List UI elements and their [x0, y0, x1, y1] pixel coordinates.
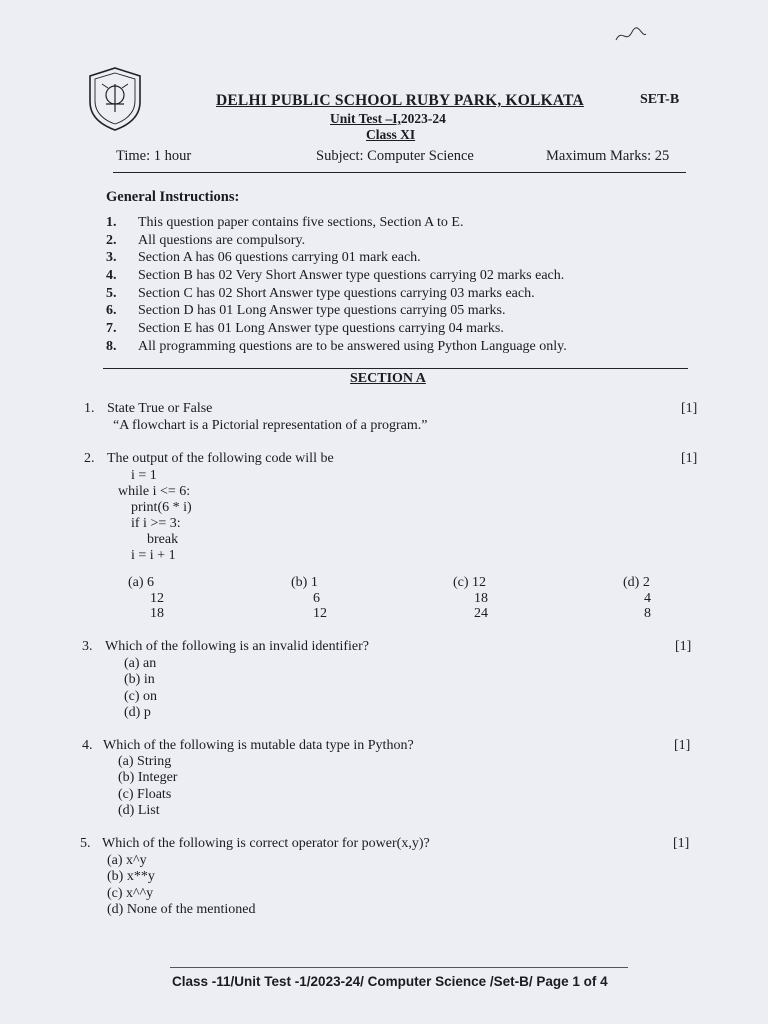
page-footer: Class -11/Unit Test -1/2023-24/ Computer Science /Set-B/ Page 1 of 4: [172, 974, 608, 989]
subject-label: Subject: Computer Science: [316, 148, 474, 164]
q2-option-c-value: 18: [474, 591, 488, 606]
instructions-title: General Instructions:: [106, 189, 240, 205]
code-line: i = i + 1: [131, 548, 176, 563]
q3-text: Which of the following is an invalid identifier?: [105, 639, 369, 654]
instruction-item: 4. Section B has 02 Very Short Answer type questions carrying 02 marks each.: [106, 268, 565, 284]
class-label: Class XI: [366, 127, 416, 142]
q1-number: 1.: [84, 401, 95, 416]
code-line: while i <= 6:: [118, 484, 191, 499]
instruction-item: 7. Section E has 01 Long Answer type questions carrying 04 marks.: [106, 321, 504, 337]
footer-divider: [170, 967, 628, 968]
instruction-item: 5. Section C has 02 Short Answer type questions carrying 03 marks each.: [106, 285, 535, 301]
code-line: i = 1: [131, 468, 157, 483]
q2-option-b-value: 6: [313, 591, 320, 606]
q2-number: 2.: [84, 451, 95, 466]
q2-option-b: (b) 1: [291, 575, 318, 590]
q2-option-a: (a) 6: [128, 575, 155, 590]
school-logo-icon: [86, 66, 144, 132]
q3-number: 3.: [82, 639, 93, 654]
unit-test-label: Unit Test –I,: [330, 111, 401, 126]
q5-text: Which of the following is correct operator for power(x,y)?: [102, 836, 430, 851]
q3-option: (c) on: [124, 689, 158, 704]
q5-marks: [1]: [673, 836, 690, 851]
q5-option: (b) x**y: [107, 869, 155, 884]
instruction-item: 1. This question paper contains five sections, Section A to E.: [106, 215, 464, 230]
q2-option-b-value: 12: [313, 606, 327, 621]
q5-option: (c) x^^y: [107, 886, 154, 901]
q2-option-d-value: 4: [644, 591, 651, 606]
section-a-title: SECTION A: [350, 371, 426, 386]
max-marks-label: Maximum Marks: 25: [546, 148, 670, 164]
section-divider: [103, 368, 688, 369]
instruction-item: 2. All questions are compulsory.: [106, 232, 306, 248]
q2-option-c: (c) 12: [453, 575, 487, 590]
q2-marks: [1]: [681, 451, 698, 466]
q2-option-c-value: 24: [474, 606, 488, 621]
q4-marks: [1]: [674, 738, 691, 753]
set-label: SET-B: [640, 92, 680, 107]
unit-test-line: [330, 111, 446, 127]
unit-test-year: 2023-24: [400, 111, 446, 126]
q4-option: (c) Floats: [118, 787, 172, 802]
instructions-list: [106, 214, 567, 356]
q4-text: Which of the following is mutable data type in Python?: [103, 738, 414, 753]
q4-option: (a) String: [118, 754, 172, 769]
q2-option-a-value: 12: [150, 591, 164, 606]
q5-option: (d) None of the mentioned: [107, 902, 256, 917]
code-line: break: [147, 532, 179, 547]
instruction-item: 8. All programming questions are to be answered using Python Language only.: [106, 338, 567, 354]
code-line: print(6 * i): [131, 500, 192, 515]
q2-text: The output of the following code will be: [107, 451, 334, 466]
q2-option-a-value: 18: [150, 606, 164, 621]
q4-option: (d) List: [118, 803, 160, 818]
q5-option: (a) x^y: [107, 853, 147, 868]
handwritten-scribble: [612, 24, 648, 46]
header-divider: [113, 172, 686, 173]
code-line: if i >= 3:: [131, 516, 181, 531]
q3-option: (d) p: [124, 705, 151, 720]
q2-option-d-value: 8: [644, 606, 651, 621]
q1-quote: “A flowchart is a Pictorial representation of a program.”: [113, 418, 428, 433]
q3-option: (b) in: [124, 672, 155, 687]
instruction-item: 6. Section D has 01 Long Answer type questions carrying 05 marks.: [106, 303, 506, 319]
q1-text: State True or False: [107, 401, 213, 416]
school-name: DELHI PUBLIC SCHOOL RUBY PARK, KOLKATA: [216, 92, 584, 109]
q4-number: 4.: [82, 738, 93, 753]
q1-marks: [1]: [681, 401, 698, 416]
q5-number: 5.: [80, 836, 91, 851]
instruction-item: 3. Section A has 06 questions carrying 01 mark each.: [106, 250, 421, 266]
q3-marks: [1]: [675, 639, 692, 654]
q4-option: (b) Integer: [118, 770, 178, 785]
time-label: Time: 1 hour: [116, 148, 192, 164]
q2-option-d: (d) 2: [623, 575, 650, 590]
q3-option: (a) an: [124, 656, 157, 671]
